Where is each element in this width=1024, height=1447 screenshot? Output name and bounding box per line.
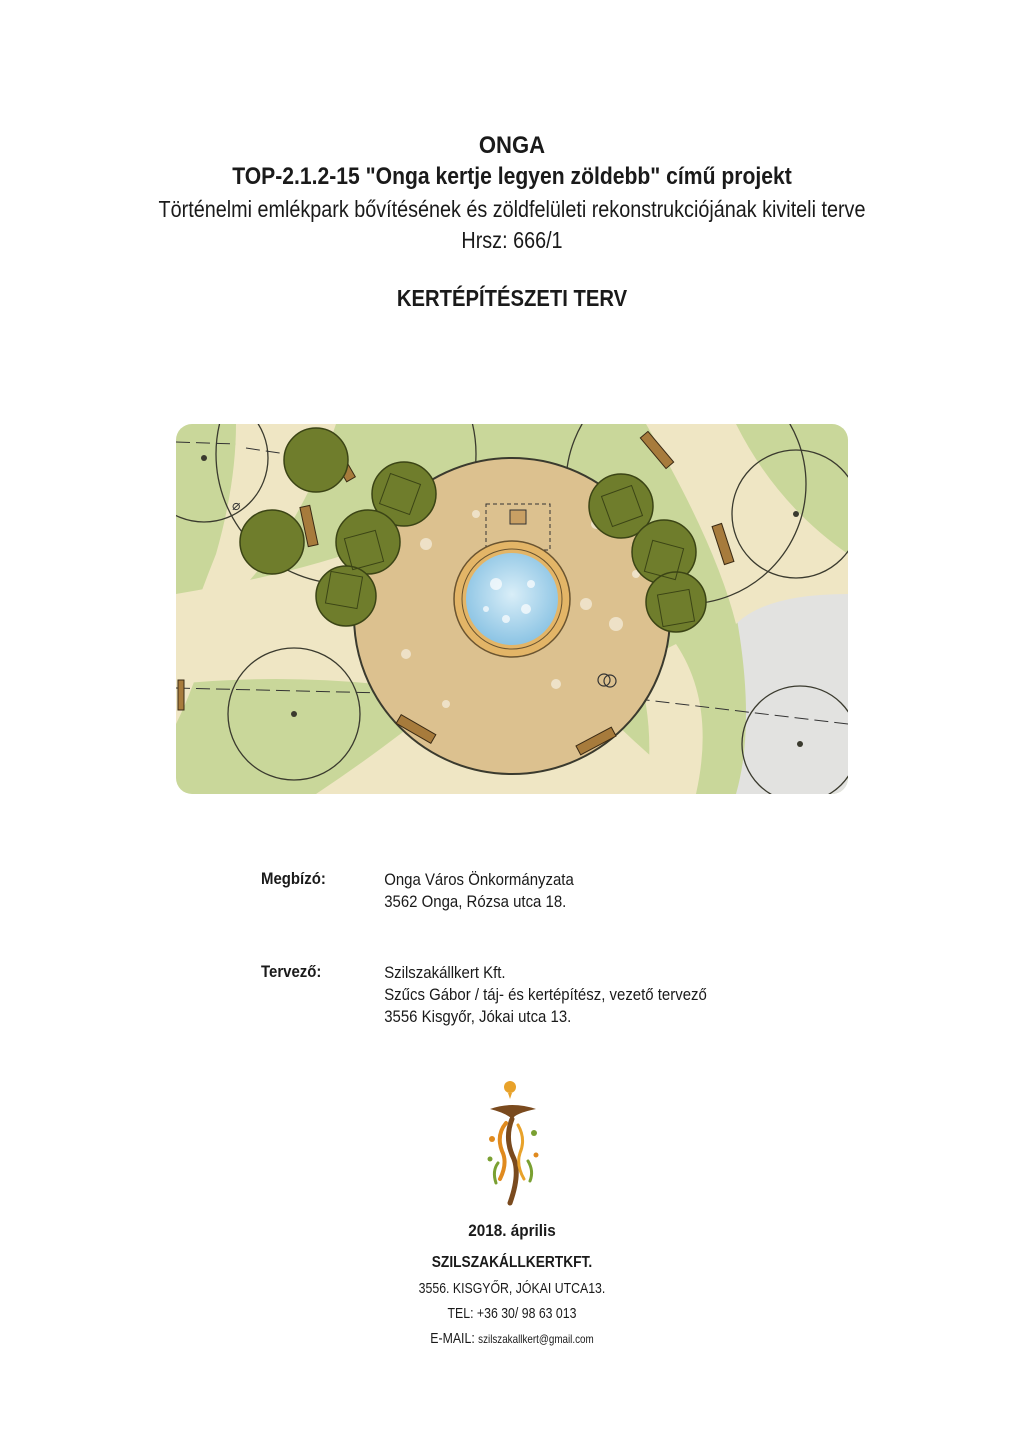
footer-address: 3556. KISGYŐR, JÓKAI UTCA13. [418, 1280, 606, 1297]
site-plan-image [176, 424, 848, 794]
designer-label: Tervező: [261, 962, 322, 981]
designer-address: 3556 Kisgyőr, Jókai utca 13. [384, 1007, 572, 1026]
footer-email [92, 1330, 932, 1347]
town-title: ONGA [478, 132, 546, 159]
email-label: E-MAIL: [430, 1330, 475, 1347]
project-title: TOP-2.1.2-15 "Onga kertje legyen zöldebb" című projekt [232, 163, 792, 190]
footer-phone: TEL: +36 30/ 98 63 013 [447, 1305, 577, 1322]
client-label: Megbízó: [261, 869, 326, 888]
plan-type-title: KERTÉPÍTÉSZETI TERV [396, 285, 628, 311]
email-address[interactable]: szilszakallkert@gmail.com [478, 1332, 594, 1346]
designer-person: Szűcs Gábor / táj- és kertépítész, vezető tervező [384, 985, 707, 1004]
site-plan-illustration-icon [176, 424, 848, 794]
parcel-number: Hrsz: 666/1 [461, 227, 563, 253]
szilszakallkert-logo-icon [476, 1079, 548, 1207]
document-date: 2018. április [468, 1221, 556, 1240]
svg-text:⌀: ⌀ [232, 498, 241, 514]
client-name: Onga Város Önkormányzata [384, 870, 574, 889]
footer-company: SZILSZAKÁLLKERTKFT. [431, 1254, 593, 1271]
project-subtitle: Történelmi emlékpark bővítésének és zöldfelületi rekonstrukciójának kiviteli terve [158, 196, 866, 222]
client-address: 3562 Onga, Rózsa utca 18. [384, 892, 567, 911]
designer-details [384, 962, 707, 1028]
designer-company: Szilszakállkert Kft. [384, 963, 506, 982]
client-details [384, 869, 574, 913]
